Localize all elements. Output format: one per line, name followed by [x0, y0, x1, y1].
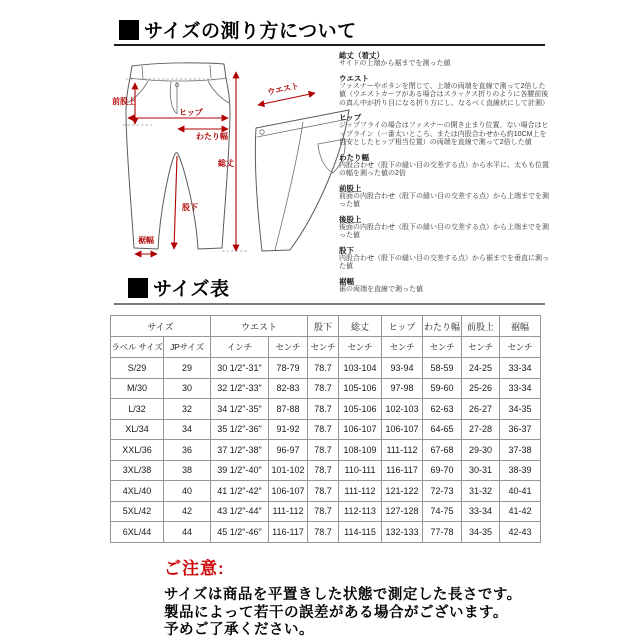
- size-table-cell: 112-113: [339, 501, 382, 522]
- size-table-cell: 114-115: [339, 522, 382, 543]
- section-divider: [114, 303, 545, 305]
- size-table-cell: 103-104: [339, 358, 382, 379]
- column-sub-header: センチ: [500, 337, 541, 358]
- size-table-cell: 105-106: [339, 378, 382, 399]
- size-table-cell: 44: [164, 522, 211, 543]
- size-table-row: [111, 522, 541, 543]
- size-table-cell: XL/34: [111, 419, 164, 440]
- size-table-row: [111, 460, 541, 481]
- column-group-header: サイズ: [111, 316, 211, 337]
- notice-line: 予めご了承ください。: [164, 622, 314, 638]
- black-square-bullet: [128, 278, 148, 298]
- size-table-cell: 116-117: [269, 522, 308, 543]
- size-table-cell: 39 1/2"-40": [211, 460, 269, 481]
- size-table-row: [111, 358, 541, 379]
- measurement-definition: [339, 246, 551, 272]
- size-table-cell: 62-63: [423, 399, 462, 420]
- inseam-label: 股下: [182, 203, 198, 212]
- size-table-cell: 3XL/38: [111, 460, 164, 481]
- size-table-cell: 26-27: [462, 399, 500, 420]
- size-table-cell: 96-97: [269, 440, 308, 461]
- definition-description: 後面の内股合わせ（股下の縫い目の交差する点）から上端までを測った値: [339, 223, 549, 239]
- front-rise-label: 前股上: [112, 97, 136, 106]
- column-group-header: 股下: [308, 316, 339, 337]
- measurement-definition: [339, 277, 551, 295]
- size-table-cell: 42-43: [500, 522, 541, 543]
- definition-term: 後股上: [339, 214, 362, 224]
- size-table-cell: 106-107: [339, 419, 382, 440]
- size-table-section-header: [128, 274, 229, 301]
- size-table-cell: 30-31: [462, 460, 500, 481]
- size-table-cell: 25-26: [462, 378, 500, 399]
- size-table-row: [111, 481, 541, 502]
- size-table: [110, 315, 541, 543]
- size-table-cell: 45 1/2"-46": [211, 522, 269, 543]
- size-table-cell: 78.7: [308, 440, 339, 461]
- size-table-cell: 64-65: [423, 419, 462, 440]
- size-table-cell: 34 1/2"-35": [211, 399, 269, 420]
- measure-section-title: サイズの測り方について: [144, 21, 357, 42]
- size-table-cell: 78.7: [308, 419, 339, 440]
- column-group-header: ウエスト: [211, 316, 308, 337]
- size-table-cell: 43 1/2"-44": [211, 501, 269, 522]
- size-table-cell: 36: [164, 440, 211, 461]
- definition-description: サイドの上端から裾までを測った値: [339, 60, 451, 67]
- size-table-cell: M/30: [111, 378, 164, 399]
- size-table-cell: 40: [164, 481, 211, 502]
- size-table-cell: 106-107: [269, 481, 308, 502]
- size-table-cell: 33-34: [500, 378, 541, 399]
- size-table-cell: 41 1/2"-42": [211, 481, 269, 502]
- table-group-header-row: [111, 316, 541, 337]
- notice-title: ご注意:: [164, 559, 225, 578]
- size-table-cell: 77-78: [423, 522, 462, 543]
- column-sub-header: センチ: [339, 337, 382, 358]
- size-table-cell: 32: [164, 399, 211, 420]
- column-sub-header: センチ: [382, 337, 423, 358]
- size-table-cell: 24-25: [462, 358, 500, 379]
- size-table-cell: 121-122: [382, 481, 423, 502]
- column-group-header: ヒップ: [382, 316, 423, 337]
- size-table-cell: 38: [164, 460, 211, 481]
- size-table-cell: 58-59: [423, 358, 462, 379]
- size-table-cell: 101-102: [269, 460, 308, 481]
- section-divider: [114, 44, 545, 46]
- size-table-cell: 78.7: [308, 460, 339, 481]
- size-table-cell: 111-112: [269, 501, 308, 522]
- size-table-cell: 127-128: [382, 501, 423, 522]
- definition-term: わたり幅: [339, 152, 369, 162]
- size-table-cell: 31-32: [462, 481, 500, 502]
- definition-description: 前面の内股合わせ（股下の縫い目の交差する点）から上端までを測った値: [339, 192, 549, 208]
- size-table-cell: 108-109: [339, 440, 382, 461]
- measurement-definition: [339, 153, 551, 179]
- size-table-cell: 67-68: [423, 440, 462, 461]
- size-table-cell: XXL/36: [111, 440, 164, 461]
- size-table-cell: 78.7: [308, 378, 339, 399]
- definition-term: ウエスト: [339, 73, 369, 83]
- size-table-cell: L/32: [111, 399, 164, 420]
- definition-term: 前股上: [339, 183, 362, 193]
- pants-front-view: [126, 63, 230, 249]
- column-sub-header: センチ: [269, 337, 308, 358]
- size-table-cell: 34-35: [462, 522, 500, 543]
- size-table-row: [111, 419, 541, 440]
- size-table-cell: 87-88: [269, 399, 308, 420]
- size-table-cell: 97-98: [382, 378, 423, 399]
- size-table-cell: 32 1/2"-33": [211, 378, 269, 399]
- notice-line: サイズは商品を平置きした状態で測定した長さです。: [164, 587, 522, 603]
- size-table-cell: 41-42: [500, 501, 541, 522]
- size-table-cell: 72-73: [423, 481, 462, 502]
- size-table-row: [111, 440, 541, 461]
- size-table-cell: 78.7: [308, 399, 339, 420]
- size-table-cell: 82-83: [269, 378, 308, 399]
- pants-measurement-diagram: [112, 52, 352, 304]
- size-table-cell: 111-112: [339, 481, 382, 502]
- size-table-cell: 78-79: [269, 358, 308, 379]
- size-table-cell: 33-34: [462, 501, 500, 522]
- size-table-cell: 30 1/2"-31": [211, 358, 269, 379]
- size-table-cell: 37 1/2"-38": [211, 440, 269, 461]
- size-table-cell: 29-30: [462, 440, 500, 461]
- size-table-cell: 78.7: [308, 481, 339, 502]
- definition-description: 裾の両端を直線で測った値: [339, 285, 423, 293]
- size-table-cell: 111-112: [382, 440, 423, 461]
- total-length-label: 総丈: [218, 159, 234, 168]
- measure-section-header: [119, 16, 357, 43]
- size-table-cell: 106-107: [382, 419, 423, 440]
- measurement-definition: [339, 51, 551, 69]
- notice-block: [164, 554, 522, 640]
- size-table-cell: 5XL/42: [111, 501, 164, 522]
- size-table-cell: 132-133: [382, 522, 423, 543]
- column-group-header: 前股上: [462, 316, 500, 337]
- size-table-cell: 42: [164, 501, 211, 522]
- size-table-cell: 91-92: [269, 419, 308, 440]
- size-table-cell: 35 1/2"-36": [211, 419, 269, 440]
- column-group-header: 裾幅: [500, 316, 541, 337]
- hip-label: ヒップ: [179, 108, 203, 117]
- column-sub-header: センチ: [308, 337, 339, 358]
- definition-description: 内股合わせ（股下の縫い目の交差する点）から裾までを垂直に測った値: [339, 254, 549, 270]
- measurement-definition: [339, 215, 551, 241]
- column-sub-header: ラベル サイズ: [111, 337, 164, 358]
- size-table-cell: 93-94: [382, 358, 423, 379]
- size-table-cell: 116-117: [382, 460, 423, 481]
- notice-line: 製品によって若干の誤差がある場合がございます。: [164, 604, 508, 621]
- size-table-cell: 6XL/44: [111, 522, 164, 543]
- definition-term: 総丈（着丈）: [339, 51, 384, 60]
- size-table-cell: 34-35: [500, 399, 541, 420]
- table-sub-header-row: [111, 337, 541, 358]
- waist-label: ウエスト: [266, 81, 300, 97]
- size-table-cell: 78.7: [308, 501, 339, 522]
- size-table-cell: 27-28: [462, 419, 500, 440]
- size-table-cell: 105-106: [339, 399, 382, 420]
- measurement-definition: [339, 74, 551, 109]
- inseam-arrow: [174, 156, 177, 249]
- size-table-cell: 78.7: [308, 522, 339, 543]
- size-table-cell: 36-37: [500, 419, 541, 440]
- size-table-cell: 69-70: [423, 460, 462, 481]
- size-table-row: [111, 378, 541, 399]
- measurement-definitions: [339, 51, 551, 299]
- size-table-cell: 38-39: [500, 460, 541, 481]
- hem-width-label: 裾幅: [138, 236, 154, 245]
- size-table-cell: S/29: [111, 358, 164, 379]
- size-table-cell: 74-75: [423, 501, 462, 522]
- size-table-cell: 102-103: [382, 399, 423, 420]
- size-table-cell: 34: [164, 419, 211, 440]
- size-table-cell: 29: [164, 358, 211, 379]
- size-table-row: [111, 399, 541, 420]
- size-table-cell: 40-41: [500, 481, 541, 502]
- column-group-header: 総丈: [339, 316, 382, 337]
- size-table-cell: 37-38: [500, 440, 541, 461]
- definition-description: ファスナーやボタンを閉じて、上端の両端を直線で測って2倍した値（ウエストカーブがある場合はスラックス折りのように各腰前後の真ん中が折り目になる折り方にし、なるべく直線状にして計測）: [339, 82, 549, 107]
- definition-term: 股下: [339, 245, 354, 255]
- column-sub-header: センチ: [423, 337, 462, 358]
- waist-arrow: [258, 93, 315, 105]
- size-table-cell: 78.7: [308, 358, 339, 379]
- measurement-definition: [339, 184, 551, 210]
- column-group-header: わたり幅: [423, 316, 462, 337]
- size-table-cell: 33-34: [500, 358, 541, 379]
- size-table-cell: 110-111: [339, 460, 382, 481]
- definition-term: 裾幅: [339, 276, 354, 286]
- pants-side-view: [255, 110, 349, 251]
- measurement-definition: [339, 113, 551, 148]
- size-table-section-title: サイズ表: [153, 279, 230, 300]
- size-table-cell: 59-60: [423, 378, 462, 399]
- definition-term: ヒップ: [339, 113, 362, 122]
- black-square-bullet: [119, 20, 139, 40]
- thigh-width-label: わたり幅: [196, 132, 228, 141]
- definition-description: 内股合わせ（股下の縫い目の交差する点）から水平に、太もも位置の幅を測った値の2倍: [339, 161, 549, 177]
- definition-description: ジップフライの場合はファスナーの開き止まり位置、ない場合はヒップライン（一番太いところ、または内股合わせから約10CM上を目安としたヒップ相当位置）の両端を直線で測って2倍した値: [339, 122, 549, 146]
- size-table-cell: 4XL/40: [111, 481, 164, 502]
- column-sub-header: インチ: [211, 337, 269, 358]
- column-sub-header: JPサイズ: [164, 337, 211, 358]
- size-table-row: [111, 501, 541, 522]
- size-table-cell: 30: [164, 378, 211, 399]
- column-sub-header: センチ: [462, 337, 500, 358]
